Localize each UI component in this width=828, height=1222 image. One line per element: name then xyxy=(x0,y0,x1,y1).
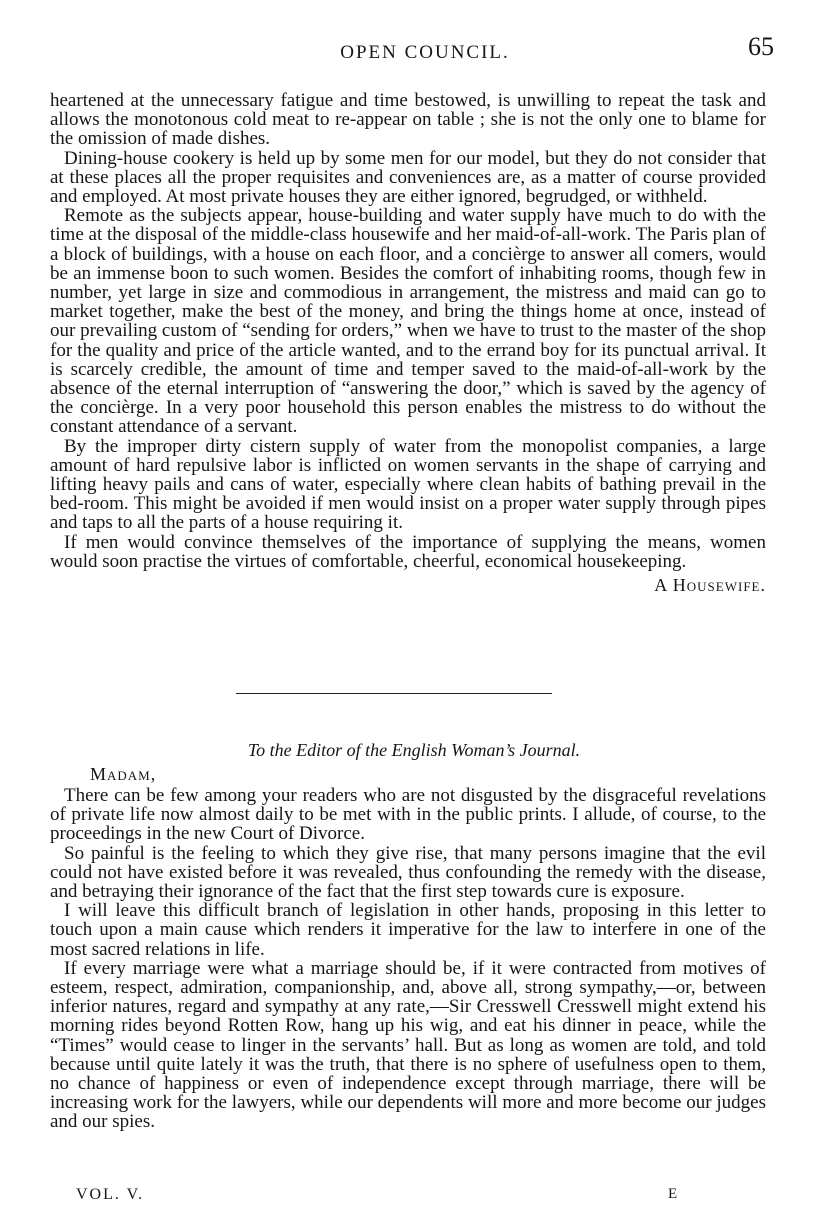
paragraph: By the improper dirty cistern supply of water from the monopolist companies, a large amount of hard repulsive labor is inflicted on women servants in the shape of carrying and lifting heavy pails and cans of water, especially where clean habits of bathing prevail in the bed-room. This might be avoided if men would insist on a proper water supply through pipes and taps to all the parts of a house requiring it. xyxy=(50,435,766,534)
paragraph: Remote as the subjects appear, house-building and water supply have much to do with the time at the disposal of the middle-class housewife and her maid-of-all-work. The Paris plan of a block of buildings, with a house on each floor, and a concièrge to answer all comers, would be an immense boon to such women. Besides the comfort of inhabiting rooms, though few in number, yet large in size and commodious in arrangement, the mistress and maid can go to market together, make the best of the money, and bring the things home at once, instead of our prevailing custom of “sending for orders,” when we have to trust to the master of the shop for the quality and price of the article wanted, and to the errand boy for its punctual arrival. It is scarcely credible, the amount of time and temper saved to the maid-of-all-work by the absence of the eternal interruption of “answering the door,” which is saved by the agency of the concièrge. In a very poor household this person enables the mistress to do without the constant attendance of a servant. xyxy=(50,205,766,438)
letter-editor xyxy=(50,786,766,1132)
page-number: 65 xyxy=(748,32,774,61)
paragraph: If every marriage were what a marriage should be, if it were contracted from motives of esteem, respect, admiration, companionship, and, above all, strong sympathy,—or, between inferior natures, regard and sympathy at any rate,—Sir Cresswell Cresswell might extend his morning rides beyond Rotten Row, hang up his wig, and eat his dinner in peace, while the “Times” would cease to linger in the servants’ hall. But as long as women are told, and told because until quite lately it was the truth, that there is no sphere of usefulness open to them, no chance of happiness or even of independence except through marriage, there will be increasing work for the lawyers, while our dependents will more and more become our judges and our spies. xyxy=(50,957,766,1133)
volume-label: VOL. V. xyxy=(76,1186,145,1203)
letter-housewife xyxy=(50,91,766,596)
running-head: OPEN COUNCIL. xyxy=(340,42,510,63)
letter-signature: A Housewife. xyxy=(654,575,766,596)
signature-mark: E xyxy=(668,1186,678,1202)
page-header xyxy=(0,30,828,70)
paragraph: heartened at the unnecessary fatigue and time bestowed, is unwilling to repeat the task and allows the monotonous cold meat to re-appear on table ; she is not the only one to blame for the omission of made dishes. xyxy=(50,90,766,150)
paragraph: So painful is the feeling to which they give rise, that many persons imagine that the evil could not have existed before it was revealed, thus confounding the remedy with the disease, and betraying their ignorance of the fact that the first step towards cure is exposure. xyxy=(50,842,766,903)
page-footer xyxy=(0,1186,828,1210)
paragraph: There can be few among your readers who are not disgusted by the disgraceful revelations of private life now almost daily to be met with in the public prints. I allude, of course, to the proceedings in the new Court of Divorce. xyxy=(50,785,766,845)
paragraph: If men would convince themselves of the importance of supplying the means, women would soon practise the virtues of comfortable, cheerful, economical housekeeping. xyxy=(50,531,766,572)
paragraph: I will leave this difficult branch of legislation in other hands, proposing in this letter to touch upon a main cause which renders it imperative for the law to interfere in one of the most sacred relations in life. xyxy=(50,900,766,960)
salutation: Madam, xyxy=(90,764,157,784)
paragraph: Dining-house cookery is held up by some men for our model, but they do not consider that at these places all the proper requisites and conveniences are, as a matter of course provided and employed. At most private houses they are either ignored, begrudged, or withheld. xyxy=(50,147,766,208)
letter-heading: To the Editor of the English Woman’s Journal. xyxy=(247,740,581,760)
section-divider xyxy=(236,693,552,694)
